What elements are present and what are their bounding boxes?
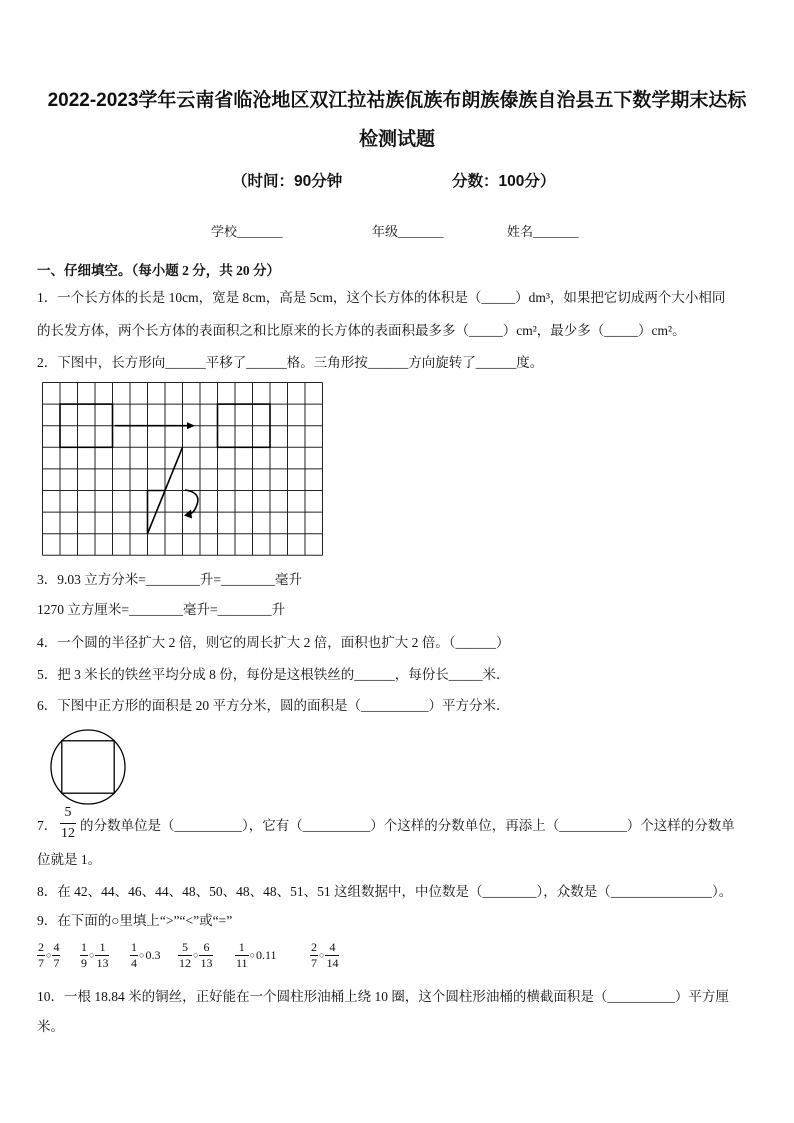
fraction-numerator: 2 — [38, 940, 44, 954]
fraction-numerator: 6 — [199, 940, 213, 956]
fraction-denominator: 13 — [96, 956, 109, 970]
question-7-line-1: 的分数单位是（__________），它有（__________）个这样的分数单位，再添上（__________）个这样的分数单 — [80, 818, 735, 833]
fraction-numerator: 5 — [178, 940, 192, 956]
exam-title-line-2: 检测试题 — [358, 129, 435, 150]
comparison-item — [178, 940, 213, 971]
grid-lines — [43, 383, 323, 556]
fraction-denominator: 12 — [179, 956, 191, 970]
fraction-numerator: 1 — [81, 940, 87, 954]
fraction-numerator: 4 — [325, 940, 339, 956]
compare-circle: ○ — [46, 950, 52, 960]
total-score: 分数：100分） — [452, 173, 556, 190]
question-1-line-1: 1．一个长方体的长是 10cm，宽是 8cm，高是 5cm，这个长方体的体积是（_____）dm³，如果把它切成两个大小相同 — [37, 290, 726, 305]
time-limit: （时间：90分钟 — [232, 173, 343, 190]
question-3-line-2: 1270 立方厘米=________毫升=________升 — [37, 602, 286, 617]
name-field: 姓名_______ — [507, 224, 579, 239]
question-5: 5．把 3 米长的铁丝平均分成 8 份，每份是这根铁丝的______，每份长_____米． — [37, 667, 510, 682]
compare-circle: ○ — [249, 950, 255, 960]
circle-square-figure — [49, 728, 127, 806]
question-10-line-2: 米。 — [37, 1019, 64, 1034]
compare-circle: ○ — [139, 950, 145, 960]
grade-field: 年级_______ — [372, 224, 444, 239]
fraction-denominator: 7 — [311, 956, 317, 970]
question-10-line-1: 10．一根 18.84 米的铜丝，正好能在一个圆柱形油桶上绕 10 圈，这个圆柱形油桶的横截面积是（__________）平方厘 — [37, 989, 729, 1004]
comparison-item — [130, 940, 160, 971]
comparison-item — [80, 940, 109, 971]
decimal-value: 0.3 — [145, 948, 161, 962]
compare-circle: ○ — [319, 950, 325, 960]
compare-circle: ○ — [193, 950, 199, 960]
question-7-number: 7． — [37, 818, 58, 833]
fraction-denominator: 11 — [236, 956, 248, 970]
question-3-line-1: 3．9.03 立方分米=________升=________毫升 — [37, 572, 302, 587]
comparison-item — [310, 940, 339, 971]
school-field: 学校_______ — [211, 224, 283, 239]
fraction-denominator: 12 — [61, 826, 75, 841]
fraction-numerator: 5 — [60, 803, 76, 824]
fraction-five-twelfths — [60, 803, 76, 844]
compare-circle: ○ — [89, 950, 95, 960]
fraction-denominator: 9 — [81, 956, 87, 970]
fraction-numerator: 1 — [95, 940, 109, 956]
inscribed-square — [62, 741, 114, 793]
fraction-numerator: 2 — [311, 940, 317, 954]
fraction-denominator: 7 — [53, 956, 60, 970]
section-heading: 一、仔细填空。（每小题 2 分，共 20 分） — [37, 263, 280, 278]
comparison-item — [37, 940, 60, 971]
question-9: 9．在下面的○里填上“>”“<”或“=” — [37, 913, 233, 928]
question-1-line-2: 的长发方体，两个长方体的表面积之和比原来的长方体的表面积最多多（_____）cm²，最少多（_____）cm²。 — [37, 323, 686, 338]
grid-figure — [42, 382, 324, 557]
rotation-arrow-icon — [184, 490, 198, 519]
fraction-numerator: 4 — [53, 940, 60, 954]
fraction-denominator: 14 — [326, 956, 339, 970]
exam-title-line-1: 2022-2023学年云南省临沧地区双江拉祜族佤族布朗族傣族自治县五下数学期末达标 — [47, 90, 747, 111]
question-8: 8．在 42、44、46、44、48、50、48、48、51、51 这组数据中，中位数是（________），众数是（_______________）。 — [37, 884, 733, 899]
comparison-item — [235, 940, 277, 971]
question-4: 4．一个圆的半径扩大 2 倍，则它的周长扩大 2 倍，面积也扩大 2 倍。（______） — [37, 635, 510, 650]
fraction-denominator: 7 — [38, 956, 44, 970]
fraction-numerator: 1 — [131, 940, 137, 954]
question-7-line-2: 位就是 1。 — [37, 852, 102, 867]
question-6: 6．下图中正方形的面积是 20 平方分米，圆的面积是（__________）平方分米． — [37, 698, 510, 713]
fraction-numerator: 1 — [235, 940, 249, 956]
fraction-denominator: 4 — [131, 956, 137, 970]
fraction-denominator: 13 — [200, 956, 213, 970]
decimal-value: 0.11 — [256, 948, 277, 962]
question-2: 2．下图中，长方形向______平移了______格。三角形按______方向旋转了______度。 — [37, 355, 544, 370]
